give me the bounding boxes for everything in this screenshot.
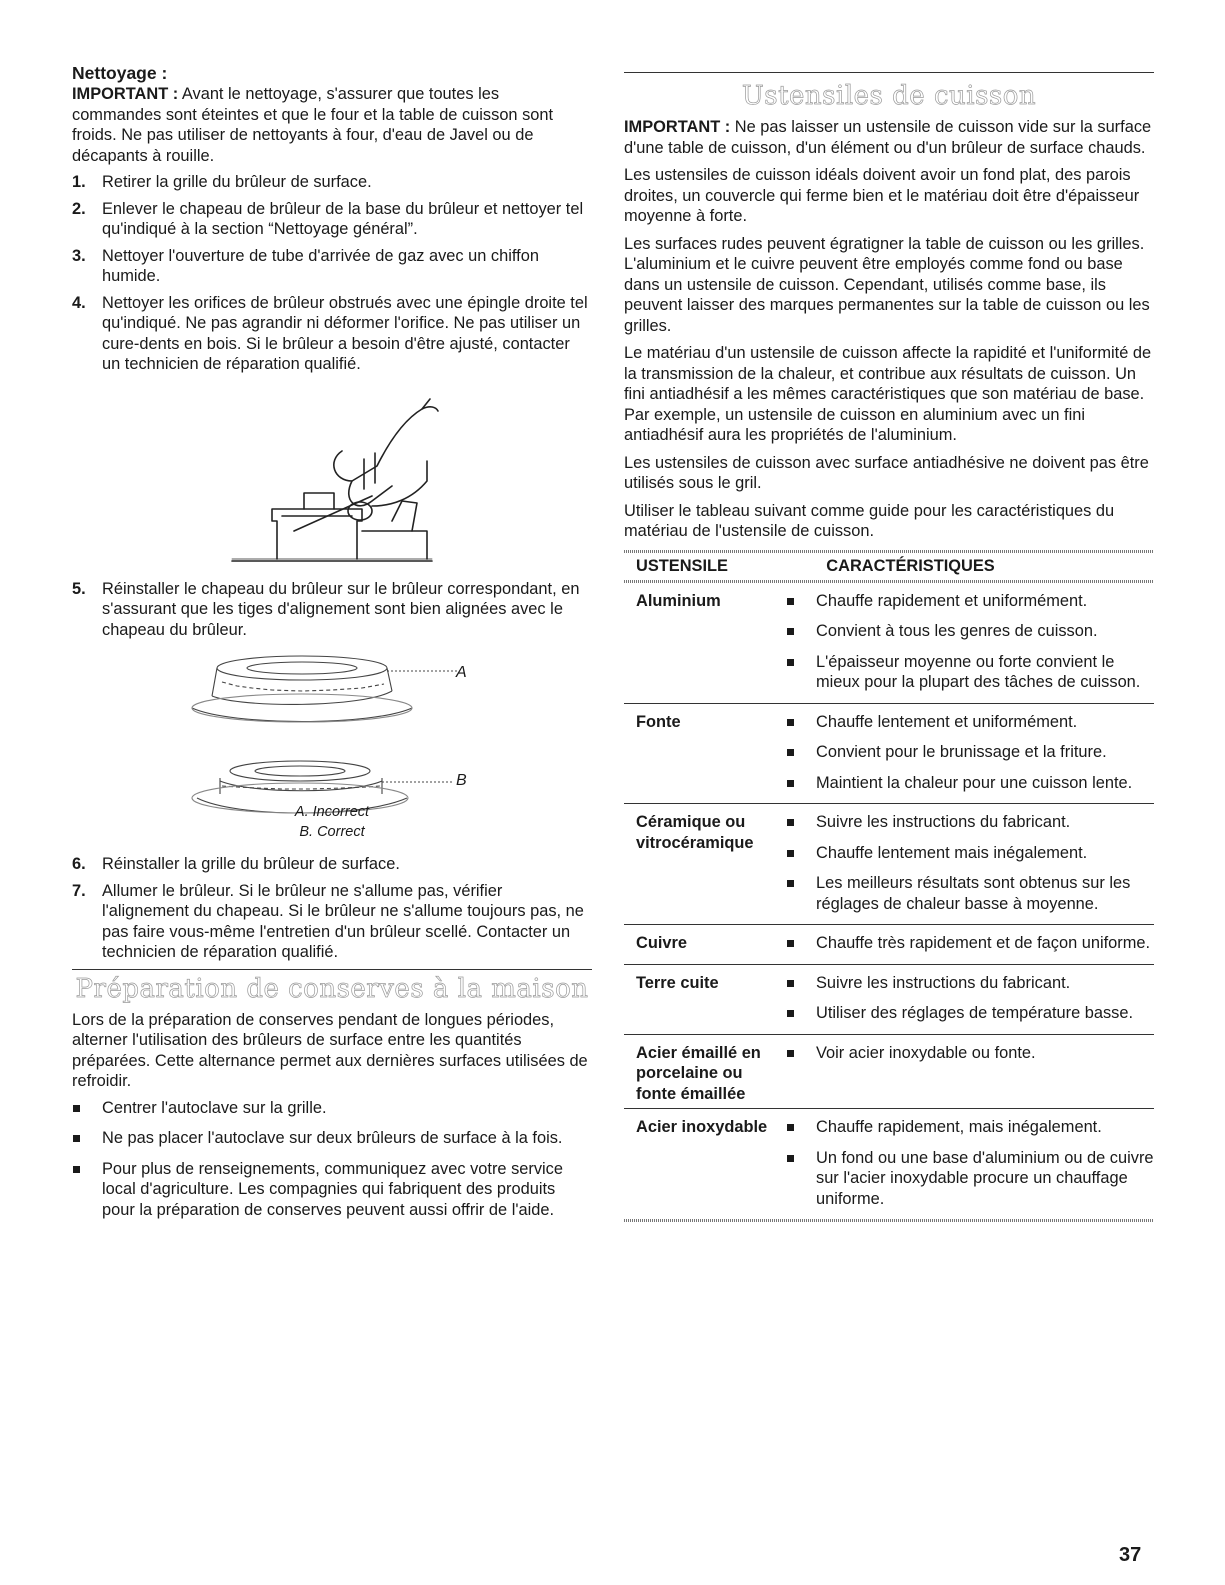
- cleaning-steps-a: [72, 172, 592, 375]
- characteristics-cell: [786, 964, 1154, 1034]
- characteristics-list: [786, 712, 1154, 794]
- list-item: [786, 1043, 1154, 1064]
- list-item-text: Convient à tous les genres de cuisson.: [816, 622, 1098, 640]
- section-divider: [624, 72, 1154, 73]
- characteristics-list: [786, 1117, 1154, 1209]
- list-item-text: Convient pour le brunissage et la friture.: [816, 743, 1107, 761]
- bullet-icon: [787, 659, 794, 666]
- list-item: [786, 773, 1154, 794]
- list-item-text: Maintient la chaleur pour une cuisson lente.: [816, 773, 1133, 792]
- step-text: Nettoyer les orifices de brûleur obstrués avec une épingle droite tel qu'indiqué. Ne pas agrandir ni déformer l'orifice. Ne pas utiliser un cure-dents en bois. Si le brûleur a besoin d'être ajusté, contacter un technicien de réparation qualifié.: [102, 293, 588, 373]
- bullet-icon: [787, 850, 794, 857]
- list-item: [786, 933, 1154, 954]
- cookware-section-title: Ustensiles de cuisson: [741, 81, 1037, 111]
- characteristics-list: [786, 933, 1154, 954]
- characteristics-list: [786, 1043, 1154, 1064]
- important-text: Ne pas laisser un ustensile de cuisson vide sur la surface d'une table de cuisson, d'un élément ou d'un brûleur de surface chauds.: [624, 118, 1152, 157]
- burner-cap-alignment-illustration: [72, 646, 592, 846]
- step-text: Retirer la grille du brûleur de surface.: [102, 173, 372, 191]
- bullet-icon: [787, 749, 794, 756]
- list-item: [786, 1117, 1154, 1138]
- list-item: [72, 1159, 592, 1221]
- list-item-text: Chauffe rapidement, mais inégalement.: [816, 1118, 1102, 1136]
- list-item-text: Les meilleurs résultats sont obtenus sur les réglages de chaleur basse à moyenne.: [816, 874, 1131, 913]
- step-text: Réinstaller le chapeau du brûleur sur le brûleur correspondant, en s'assurant que les tiges d'alignement sont bien alignées avec le chapeau du brûleur.: [102, 579, 580, 639]
- material-cell: Acier inoxydable: [636, 1118, 768, 1136]
- cookware-paragraph: Utiliser le tableau suivant comme guide pour les caractéristiques du matériau de l'ustensile de cuisson.: [624, 501, 1115, 540]
- material-cell: Céramique ou vitrocéramique: [636, 813, 754, 852]
- cookware-paragraph: Le matériau d'un ustensile de cuisson affecte la rapidité et l'uniformité de la transmission de la chaleur, et contribue aux résultats de cuisson. Un fini antiadhésif a les mêmes caractéristiques que son matériau de base. Par exemple, un ustensile de cuisson en aluminium avec un fini antiadhésif aura les propriétés de l'aluminium.: [624, 344, 1152, 444]
- list-item-text: Chauffe très rapidement et de façon uniforme.: [816, 934, 1151, 952]
- list-item-text: Pour plus de renseignements, communiquez avec votre service local d'agriculture. Les compagnies qui fabriquent des produits pour la préparation de conserves peuvent aussi offrir de l'aide.: [102, 1159, 563, 1219]
- characteristics-list: [786, 973, 1154, 1024]
- left-column: [72, 62, 592, 1230]
- figure-label-b: B: [456, 772, 467, 789]
- list-item: [72, 1098, 592, 1119]
- table-bottom-rule: [624, 1219, 1154, 1222]
- step-text: Nettoyer l'ouverture de tube d'arrivée de gaz avec un chiffon humide.: [102, 246, 539, 285]
- cookware-paragraph: Les ustensiles de cuisson avec surface antiadhésive ne doivent pas être utilisés sous le gril.: [624, 453, 1149, 492]
- material-cell: Cuivre: [636, 934, 688, 952]
- cleaning-steps-b: [72, 579, 592, 641]
- list-item: [786, 712, 1154, 733]
- list-item-text: Chauffe lentement et uniformément.: [816, 712, 1078, 731]
- canning-section-title: Préparation de conserves à la maison: [75, 973, 589, 1004]
- table-row: [624, 1034, 1154, 1109]
- step-number: 2.: [72, 199, 86, 218]
- bullet-icon: [73, 1166, 80, 1173]
- page-number: 37: [1119, 1544, 1142, 1566]
- list-item: [786, 843, 1154, 864]
- bullet-icon: [787, 1124, 794, 1131]
- important-text: Avant le nettoyage, s'assurer que toutes les commandes sont éteintes et que le four et la table de cuisson sont froids. Ne pas utiliser de nettoyants à four, d'eau de Javel ou de décapants à rouille.: [72, 85, 554, 165]
- bullet-icon: [787, 598, 794, 605]
- bullet-icon: [787, 819, 794, 826]
- characteristics-cell: [786, 804, 1154, 925]
- right-column: [624, 72, 1154, 1222]
- step-item: [72, 172, 592, 193]
- bullet-icon: [787, 980, 794, 987]
- list-item: [786, 742, 1154, 763]
- material-cell: Aluminium: [636, 591, 721, 610]
- bullet-icon: [787, 940, 794, 947]
- table-body: [624, 583, 1154, 1220]
- table-row: [624, 1109, 1154, 1220]
- characteristics-cell: [786, 703, 1154, 804]
- step-number: 1.: [72, 173, 86, 191]
- list-item-text: Centrer l'autoclave sur la grille.: [102, 1098, 327, 1117]
- list-item-text: L'épaisseur moyenne ou forte convient le mieux pour la plupart des tâches de cuisson.: [816, 652, 1141, 691]
- characteristics-cell: [786, 583, 1154, 704]
- step-item: [72, 199, 592, 240]
- bullet-icon: [787, 1010, 794, 1017]
- characteristics-cell: [786, 1034, 1154, 1109]
- list-item: [786, 1148, 1154, 1210]
- canning-intro: Lors de la préparation de conserves pendant de longues périodes, alterner l'utilisation des brûleurs de surface entre les quantités préparées. Cette alternance permet aux dernières surfaces utilisées de refroidir.: [72, 1010, 588, 1090]
- step-item: [72, 881, 592, 963]
- step-number: 6.: [72, 855, 86, 873]
- table-row: [624, 964, 1154, 1034]
- figure-label-a: A: [456, 664, 467, 681]
- caption-a: A. Incorrect: [294, 804, 370, 820]
- characteristics-list: [786, 591, 1154, 693]
- step-item: [72, 293, 592, 375]
- material-cell: Acier émaillé en porcelaine ou fonte émaillée: [636, 1043, 761, 1103]
- list-item: [786, 652, 1154, 693]
- bullet-icon: [787, 780, 794, 787]
- cleaning-heading: Nettoyage :: [72, 63, 168, 83]
- cookware-paragraph: Les surfaces rudes peuvent égratigner la table de cuisson ou les grilles. L'aluminium et le cuivre peuvent être employés comme fond ou base dans un ustensile de cuisson. Cependant, utilisés comme base, ils peuvent laisser des marques permanentes sur la table de cuisson ou les grilles.: [624, 234, 1150, 335]
- table-row: [624, 804, 1154, 925]
- step-item: [72, 579, 592, 641]
- list-item: [72, 1128, 592, 1149]
- step-number: 4.: [72, 293, 86, 312]
- bullet-icon: [787, 719, 794, 726]
- list-item: [786, 1003, 1154, 1024]
- important-label: IMPORTANT :: [624, 118, 731, 136]
- table-header-material: USTENSILE: [636, 556, 728, 575]
- bullet-icon: [787, 628, 794, 635]
- bullet-icon: [73, 1105, 80, 1112]
- important-label: IMPORTANT :: [72, 85, 179, 103]
- step-text: Allumer le brûleur. Si le brûleur ne s'allume pas, vérifier l'alignement du chapeau. Si le brûleur ne s'allume toujours pas, ne pas faire vous-même l'entretien d'un brûleur scellé. Contacter un technicien de réparation qualifié.: [102, 881, 584, 961]
- burner-cleaning-illustration: [72, 381, 592, 571]
- characteristics-list: [786, 812, 1154, 914]
- list-item: [786, 973, 1154, 994]
- table-header-characteristics: CARACTÉRISTIQUES: [826, 556, 995, 575]
- bullet-icon: [787, 1050, 794, 1057]
- cleaning-steps-c: [72, 854, 592, 963]
- step-number: 5.: [72, 579, 86, 598]
- list-item-text: Un fond ou une base d'aluminium ou de cuivre sur l'acier inoxydable procure un chauffage uniforme.: [816, 1148, 1154, 1208]
- list-item-text: Voir acier inoxydable ou fonte.: [816, 1043, 1036, 1062]
- canning-bullets: [72, 1098, 592, 1221]
- list-item: [786, 621, 1154, 642]
- list-item: [786, 591, 1154, 612]
- bullet-icon: [787, 880, 794, 887]
- step-number: 3.: [72, 246, 86, 265]
- cookware-paragraph: Les ustensiles de cuisson idéals doivent avoir un fond plat, des parois droites, un couvercle qui ferme bien et le matériau doit être d'épaisseur moyenne à forte.: [624, 166, 1140, 225]
- list-item: [786, 812, 1154, 833]
- table-row: [624, 925, 1154, 965]
- step-item: [72, 246, 592, 287]
- bullet-icon: [787, 1155, 794, 1162]
- characteristics-cell: [786, 925, 1154, 965]
- bullet-icon: [73, 1135, 80, 1142]
- material-cell: Terre cuite: [636, 973, 719, 992]
- list-item-text: Suivre les instructions du fabricant.: [816, 813, 1071, 831]
- section-divider: [72, 969, 592, 970]
- cookware-table: [624, 553, 1154, 580]
- list-item-text: Chauffe lentement mais inégalement.: [816, 843, 1088, 862]
- table-row: [624, 583, 1154, 704]
- hand-pin-icon: [72, 381, 592, 571]
- cookware-table-body: [624, 583, 1154, 1220]
- step-item: [72, 854, 592, 875]
- cookware-important: [624, 117, 1154, 158]
- list-item: [786, 873, 1154, 914]
- list-item-text: Ne pas placer l'autoclave sur deux brûleurs de surface à la fois.: [102, 1129, 563, 1147]
- step-text: Réinstaller la grille du brûleur de surface.: [102, 855, 400, 873]
- table-header-row: [624, 553, 1154, 580]
- characteristics-cell: [786, 1109, 1154, 1220]
- table-row: [624, 703, 1154, 804]
- caption-b: B. Correct: [299, 824, 365, 840]
- list-item-text: Utiliser des réglages de température basse.: [816, 1004, 1134, 1022]
- list-item-text: Suivre les instructions du fabricant.: [816, 973, 1071, 992]
- step-number: 7.: [72, 881, 86, 900]
- list-item-text: Chauffe rapidement et uniformément.: [816, 591, 1088, 610]
- step-text: Enlever le chapeau de brûleur de la base du brûleur et nettoyer tel qu'indiqué à la section “Nettoyage général”.: [102, 199, 584, 238]
- material-cell: Fonte: [636, 712, 681, 731]
- cleaning-important: [72, 84, 592, 166]
